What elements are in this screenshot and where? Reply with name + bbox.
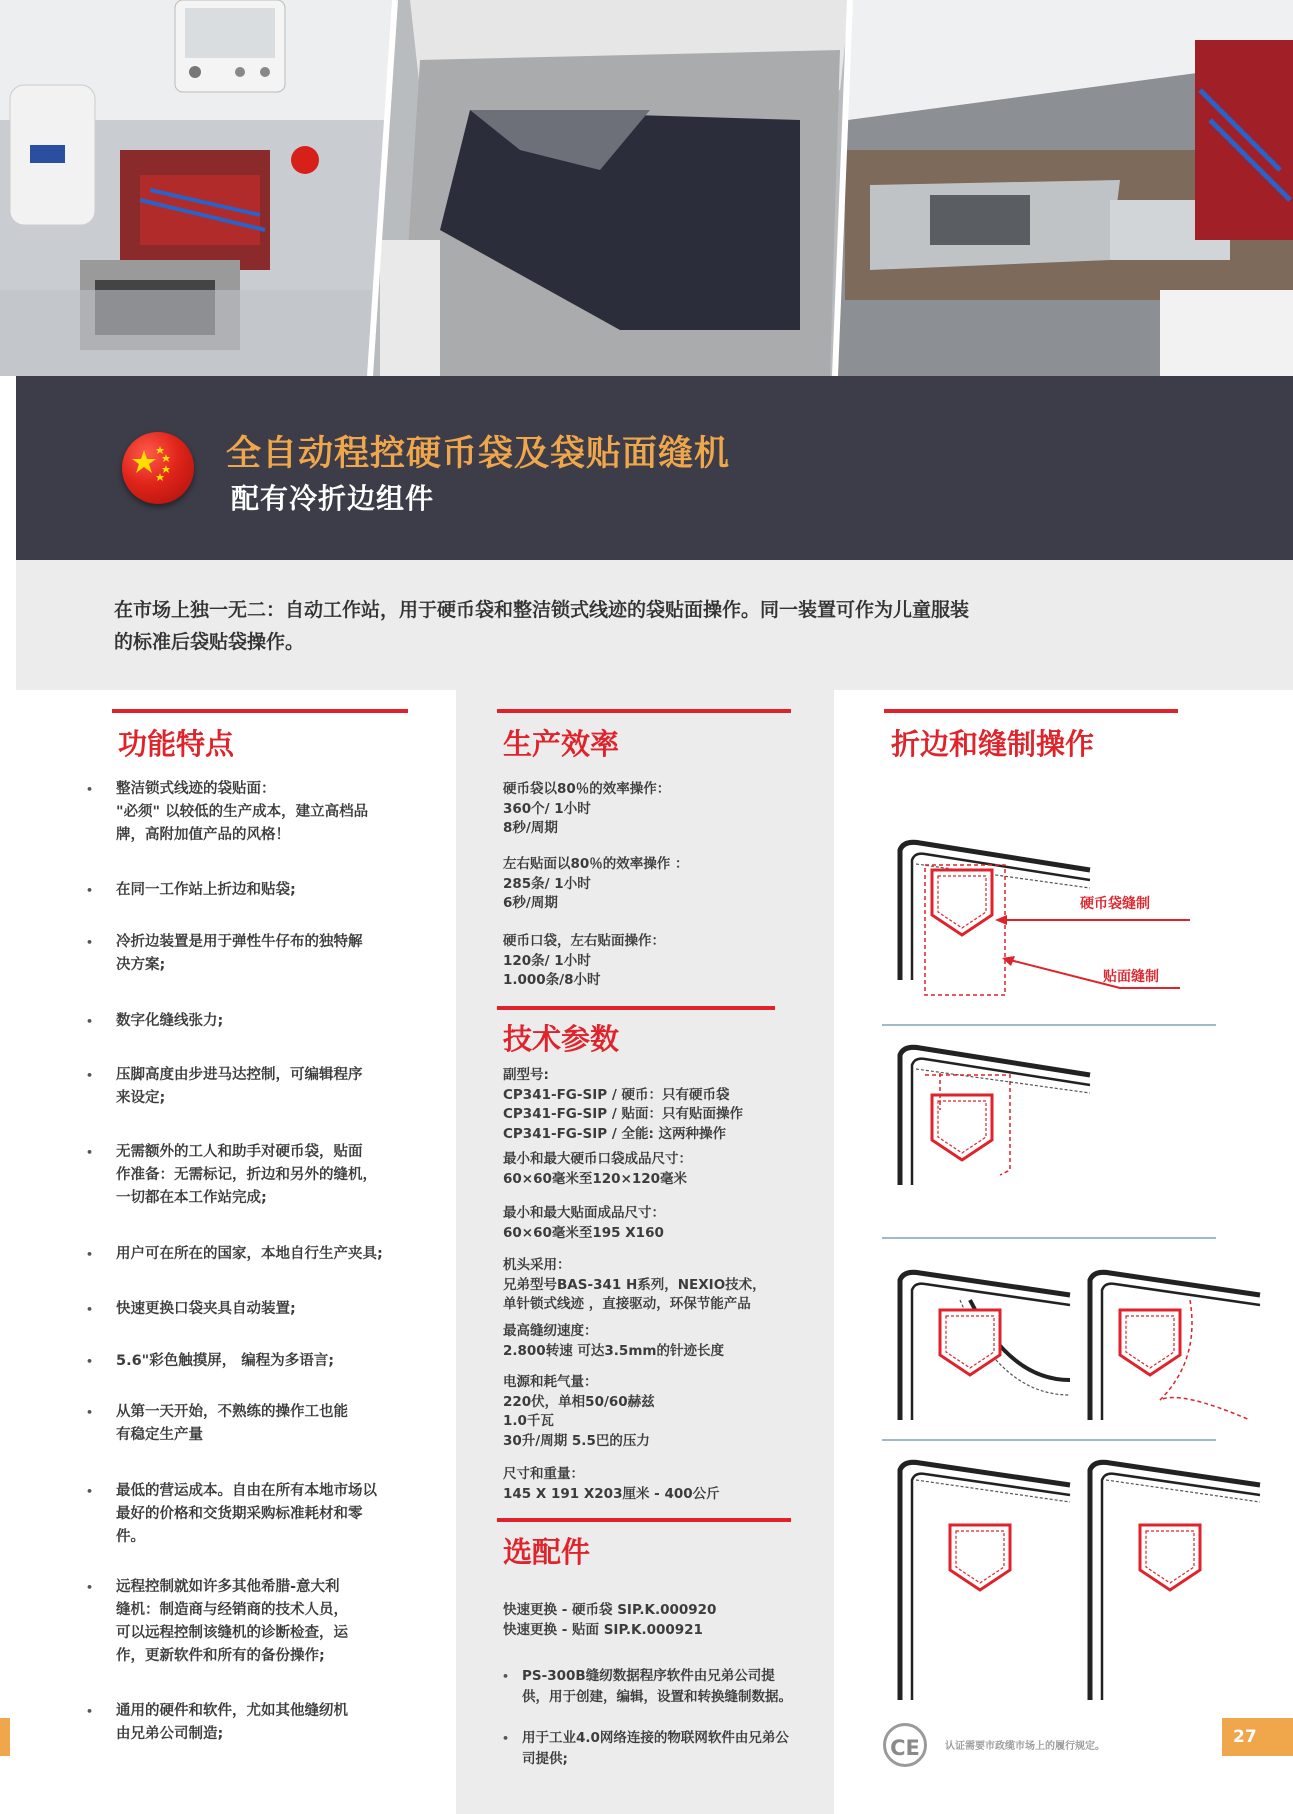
text-line: 机头采用：: [503, 1257, 571, 1273]
bullet-icon: •: [502, 1670, 510, 1683]
option-bullet: [502, 1666, 830, 1708]
intro-line: 的标准后袋贴袋操作。: [114, 631, 305, 653]
text-line: 通用的硬件和软件，尤如其他缝纫机: [116, 1703, 348, 1719]
feature-text: [116, 1480, 426, 1549]
text-line: 2.800转速 可达3.5mm的针迹长度: [503, 1342, 724, 1359]
option-text: [522, 1666, 830, 1708]
feature-item: [86, 1298, 426, 1321]
text-line: 用于工业4.0网络连接的物联网软件由兄弟公: [522, 1730, 789, 1746]
diagram-back-pocket-left: [900, 1462, 1070, 1700]
text-line: 最小和最大贴面成品尺寸：: [503, 1205, 665, 1221]
spec-block: [503, 1204, 823, 1243]
option-bullet: [502, 1728, 830, 1770]
pocket-diagrams: [870, 820, 1293, 1700]
intro-section: [16, 560, 1293, 690]
bullet-icon: •: [86, 936, 94, 949]
diagram-facing-stitching: [900, 1047, 1090, 1185]
spec-block: [503, 1373, 823, 1451]
label-coin-pocket: 硬币袋缝制: [1080, 896, 1150, 912]
diagram-back-pocket-right: [1090, 1462, 1260, 1700]
text-line: 由兄弟公司制造;: [116, 1726, 224, 1742]
bullet-icon: •: [86, 1406, 94, 1419]
options-heading-rule: [497, 1518, 791, 1522]
feature-item: [86, 931, 426, 977]
bullet-icon: •: [86, 1581, 94, 1594]
feature-item: [86, 1700, 426, 1746]
feature-item: [86, 1480, 426, 1549]
feature-text: [116, 1298, 426, 1321]
text-line: CP341-FG-SIP / 硬币：只有硬币袋: [503, 1086, 730, 1103]
feature-item: [86, 1141, 426, 1210]
page-subtitle: 配有冷折边组件: [231, 482, 435, 515]
left-page-tab: [0, 1718, 10, 1756]
feature-item: [86, 1576, 426, 1668]
bullet-icon: •: [86, 1015, 94, 1028]
efficiency-block: [503, 932, 823, 991]
bullet-icon: •: [86, 1146, 94, 1159]
page-title: 全自动程控硬币袋及袋贴面缝机: [226, 434, 731, 474]
text-line: 最小和最大硬币口袋成品尺寸：: [503, 1151, 692, 1167]
intro-text: [114, 594, 1214, 658]
text-line: 145 X 191 X203厘米 - 400公斤: [503, 1485, 720, 1502]
page-number: 27: [1222, 1718, 1293, 1756]
bullet-icon: •: [86, 1069, 94, 1082]
spec-block: [503, 1256, 823, 1315]
feature-text: [116, 879, 426, 902]
options-part-line: 快速更换 - 贴面 SIP.K.000921: [503, 1621, 703, 1638]
text-line: 120条/ 1小时: [503, 952, 591, 969]
text-line: 可以远程控制该缝机的诊断检查，运: [116, 1625, 348, 1641]
text-line: 最高缝纫速度：: [503, 1323, 598, 1339]
text-line: 冷折边装置是用于弹性牛仔布的独特解: [116, 934, 363, 950]
text-line: 285条/ 1小时: [503, 875, 591, 892]
bullet-icon: •: [502, 1732, 510, 1745]
specs-heading-rule: [497, 1006, 775, 1010]
text-line: 一切都在本工作站完成;: [116, 1190, 267, 1206]
efficiency-heading-rule: [497, 709, 791, 713]
diagrams-heading: 折边和缝制操作: [891, 727, 1095, 761]
text-line: 件。: [116, 1529, 145, 1545]
feature-item: [86, 1243, 426, 1266]
text-line: 压脚高度由步进马达控制，可编辑程序: [116, 1067, 363, 1083]
efficiency-block: [503, 780, 823, 839]
text-line: 用户可在所在的国家，本地自行生产夹具;: [116, 1246, 383, 1262]
text-line: 60×60毫米至120×120毫米: [503, 1170, 688, 1187]
spec-block: [503, 1150, 823, 1189]
spec-block: [503, 1066, 823, 1144]
bullet-icon: •: [86, 1705, 94, 1718]
text-line: 数字化缝线张力;: [116, 1013, 224, 1029]
text-line: 硬币袋以80％的效率操作：: [503, 781, 671, 797]
text-line: 作，更新软件和所有的备份操作;: [116, 1648, 325, 1664]
feature-text: [116, 1350, 426, 1373]
feature-item: [86, 879, 426, 902]
text-line: 决方案;: [116, 957, 166, 973]
spec-block: [503, 1322, 823, 1361]
text-line: 30升/周期 5.5巴的压力: [503, 1432, 650, 1449]
title-band: [16, 376, 1293, 560]
feature-item: [86, 1010, 426, 1033]
text-line: 220伏，单相50/60赫兹: [503, 1393, 655, 1410]
feature-item: [86, 1064, 426, 1110]
text-line: 远程控制就如许多其他希腊-意大利: [116, 1579, 340, 1595]
machine-photos: [0, 0, 1293, 376]
specs-heading: 技术参数: [503, 1022, 620, 1056]
ce-mark: CE: [883, 1723, 927, 1767]
text-line: "必须" 以较低的生产成本，建立高档品: [116, 804, 369, 820]
diagram-curved-facing-right: [1090, 1272, 1260, 1420]
text-line: 8秒/周期: [503, 820, 558, 836]
label-facing: 贴面缝制: [1103, 969, 1159, 985]
text-line: 在同一工作站上折边和贴袋;: [116, 882, 296, 898]
text-line: 1.0千瓦: [503, 1413, 554, 1429]
bullet-icon: •: [86, 1485, 94, 1498]
feature-text: [116, 1401, 426, 1447]
feature-text: [116, 1010, 426, 1033]
option-text: [522, 1728, 830, 1770]
options-heading: 选配件: [503, 1535, 591, 1569]
text-line: 快速更换口袋夹具自动装置;: [116, 1301, 296, 1317]
text-line: 有稳定生产量: [116, 1427, 203, 1443]
bullet-icon: •: [86, 884, 94, 897]
text-line: 牌，高附加值产品的风格！: [116, 827, 290, 843]
ce-footnote: 认证需要市政缆市场上的履行规定。: [945, 1741, 1105, 1752]
bullet-icon: •: [86, 1303, 94, 1316]
feature-item: [86, 1401, 426, 1447]
bullet-icon: •: [86, 1355, 94, 1368]
text-line: 副型号:: [503, 1067, 549, 1083]
intro-line: 在市场上独一无二：自动工作站，用于硬币袋和整洁锁式线迹的袋贴面操作。同一装置可作为儿童服装: [114, 599, 970, 621]
text-line: 最低的营运成本。自由在所有本地市场以: [116, 1483, 377, 1499]
feature-text: [116, 1243, 426, 1266]
diagrams-heading-rule: [884, 709, 1178, 713]
text-line: 电源和耗气量：: [503, 1374, 598, 1390]
feature-text: [116, 778, 426, 847]
text-line: 司提供;: [522, 1751, 568, 1767]
text-line: 左右贴面以80％的效率操作 ：: [503, 856, 689, 872]
text-line: 6秒/周期: [503, 895, 558, 911]
bullet-icon: •: [86, 783, 94, 796]
feature-item: [86, 778, 426, 847]
text-line: 作准备：无需标记，折边和另外的缝机，: [116, 1167, 377, 1183]
text-line: 单针锁式线迹 ，直接驱动，环保节能产品: [503, 1296, 751, 1312]
text-line: 缝机：制造商与经销商的技术人员，: [116, 1602, 348, 1618]
efficiency-block: [503, 855, 823, 914]
text-line: 来设定;: [116, 1090, 166, 1106]
text-line: 1.000条/8小时: [503, 972, 601, 988]
text-line: CP341-FG-SIP / 全能: 这两种操作: [503, 1125, 727, 1142]
bullet-icon: •: [86, 1248, 94, 1261]
text-line: 从第一天开始，不熟练的操作工也能: [116, 1404, 348, 1420]
text-line: CP341-FG-SIP / 贴面：只有贴面操作: [503, 1106, 743, 1122]
text-line: 供，用于创建，编辑，设置和转换缝制数据。: [522, 1689, 792, 1705]
features-heading-rule: [112, 709, 408, 713]
spec-block: [503, 1465, 823, 1504]
options-part-line: 快速更换 - 硬币袋 SIP.K.000920: [503, 1602, 717, 1618]
china-flag-icon: [122, 432, 194, 504]
diagram-curved-facing-left: [900, 1272, 1070, 1420]
text-line: 5.6"彩色触摸屏， 编程为多语言;: [116, 1353, 335, 1369]
text-line: 尺寸和重量：: [503, 1466, 584, 1482]
efficiency-heading: 生产效率: [503, 727, 620, 761]
options-parts: [503, 1601, 823, 1640]
feature-text: [116, 1141, 426, 1210]
header-photo-strip: [0, 0, 1293, 376]
feature-text: [116, 931, 426, 977]
text-line: 360个/ 1小时: [503, 800, 591, 817]
text-line: 最好的价格和交货期采购标准耗材和零: [116, 1506, 363, 1522]
feature-item: [86, 1350, 426, 1373]
feature-text: [116, 1064, 426, 1110]
text-line: 硬币口袋，左右贴面操作：: [503, 933, 665, 949]
text-line: 整洁锁式线迹的袋贴面：: [116, 781, 276, 797]
text-line: PS-300B缝纫数据程序软件由兄弟公司提: [522, 1668, 775, 1684]
text-line: 兄弟型号BAS-341 H系列，NEXIO技术，: [503, 1276, 766, 1293]
text-line: 无需额外的工人和助手对硬币袋，贴面: [116, 1144, 363, 1160]
text-line: 60×60毫米至195 X160: [503, 1224, 664, 1241]
feature-text: [116, 1576, 426, 1668]
features-heading: 功能特点: [118, 727, 235, 761]
feature-text: [116, 1700, 426, 1746]
